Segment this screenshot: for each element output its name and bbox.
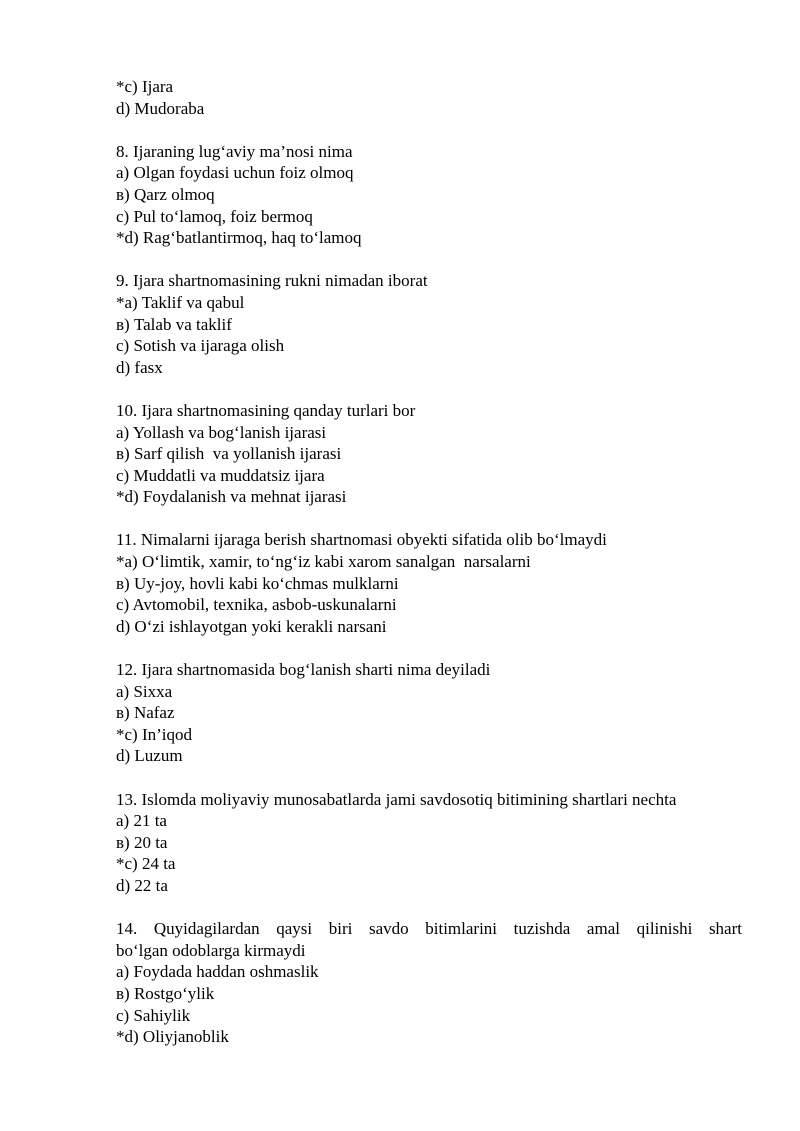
answer-option: c) Sahiylik (116, 1005, 191, 1025)
answer-option: d) 22 ta (116, 875, 168, 895)
question-13 (116, 789, 742, 897)
question-text: 8. Ijaraning lug‘aviy ma’nosi nima (116, 141, 353, 161)
answer-option: в) Rostgo‘ylik (116, 983, 215, 1003)
question-11 (116, 529, 742, 637)
document-page (116, 76, 742, 1048)
question-text: 10. Ijara shartnomasining qanday turlari bor (116, 400, 416, 420)
answer-option: d) Mudoraba (116, 98, 205, 118)
answer-option: в) Qarz olmoq (116, 184, 215, 204)
spacer (116, 637, 742, 659)
question-text-line-2: bo‘lgan odoblarga kirmaydi (116, 940, 306, 960)
answer-option: *d) Rag‘batlantirmoq, haq to‘lamoq (116, 228, 362, 248)
question-7-tail (116, 76, 742, 119)
answer-option: c) Pul to‘lamoq, foiz bermoq (116, 206, 313, 226)
question-14 (116, 918, 742, 1048)
question-text-line-1: 14. Quyidagilardan qaysi biri savdo bitimlarini tuzishda amal qilinishi shart (116, 919, 742, 939)
question-text: 11. Nimalarni ijaraga berish shartnomasi obyekti sifatida olib bo‘lmaydi (116, 530, 607, 550)
answer-option: *c) Ijara (116, 77, 174, 96)
question-text: 13. Islomda moliyaviy munosabatlarda jami savdosotiq bitimining shartlari nechta (116, 789, 677, 809)
answer-option: *c) In’iqod (116, 724, 193, 744)
spacer (116, 767, 742, 789)
answer-option: c) Avtomobil, texnika, asbob-uskunalarni (116, 595, 397, 615)
answer-option: a) Olgan foydasi uchun foiz olmoq (116, 163, 354, 183)
answer-option: в) Uy-joy, hovli kabi ko‘chmas mulklarni (116, 573, 399, 593)
answer-option: *c) 24 ta (116, 854, 176, 874)
answer-option: *d) Oliyjanoblik (116, 1027, 229, 1047)
answer-option: c) Sotish va ijaraga olish (116, 336, 285, 356)
answer-option: c) Muddatli va muddatsiz ijara (116, 465, 325, 485)
question-12 (116, 659, 742, 767)
answer-option: d) O‘zi ishlayotgan yoki kerakli narsani (116, 616, 387, 636)
spacer (116, 508, 742, 530)
answer-option: в) Nafaz (116, 703, 175, 723)
answer-option: в) 20 ta (116, 832, 168, 852)
answer-option: d) fasx (116, 357, 163, 377)
spacer (116, 378, 742, 400)
question-9 (116, 270, 742, 378)
question-text: 12. Ijara shartnomasida bog‘lanish sharti nima deyiladi (116, 660, 491, 680)
answer-option: *a) O‘limtik, xamir, to‘ng‘iz kabi xarom sanalgan narsalarni (116, 552, 531, 572)
spacer (116, 897, 742, 919)
answer-option: в) Sarf qilish va yollanish ijarasi (116, 444, 342, 464)
answer-option: *a) Taklif va qabul (116, 292, 245, 312)
answer-option: d) Luzum (116, 746, 183, 766)
spacer (116, 119, 742, 141)
answer-option: a) 21 ta (116, 811, 167, 831)
question-8 (116, 141, 742, 249)
question-text: 9. Ijara shartnomasining rukni nimadan iborat (116, 271, 428, 291)
question-10 (116, 400, 742, 508)
answer-option: в) Talab va taklif (116, 314, 232, 334)
answer-option: a) Sixxa (116, 681, 173, 701)
answer-option: *d) Foydalanish va mehnat ijarasi (116, 487, 347, 507)
answer-option: a) Foydada haddan oshmaslik (116, 962, 319, 982)
spacer (116, 249, 742, 271)
answer-option: a) Yollash va bog‘lanish ijarasi (116, 422, 327, 442)
